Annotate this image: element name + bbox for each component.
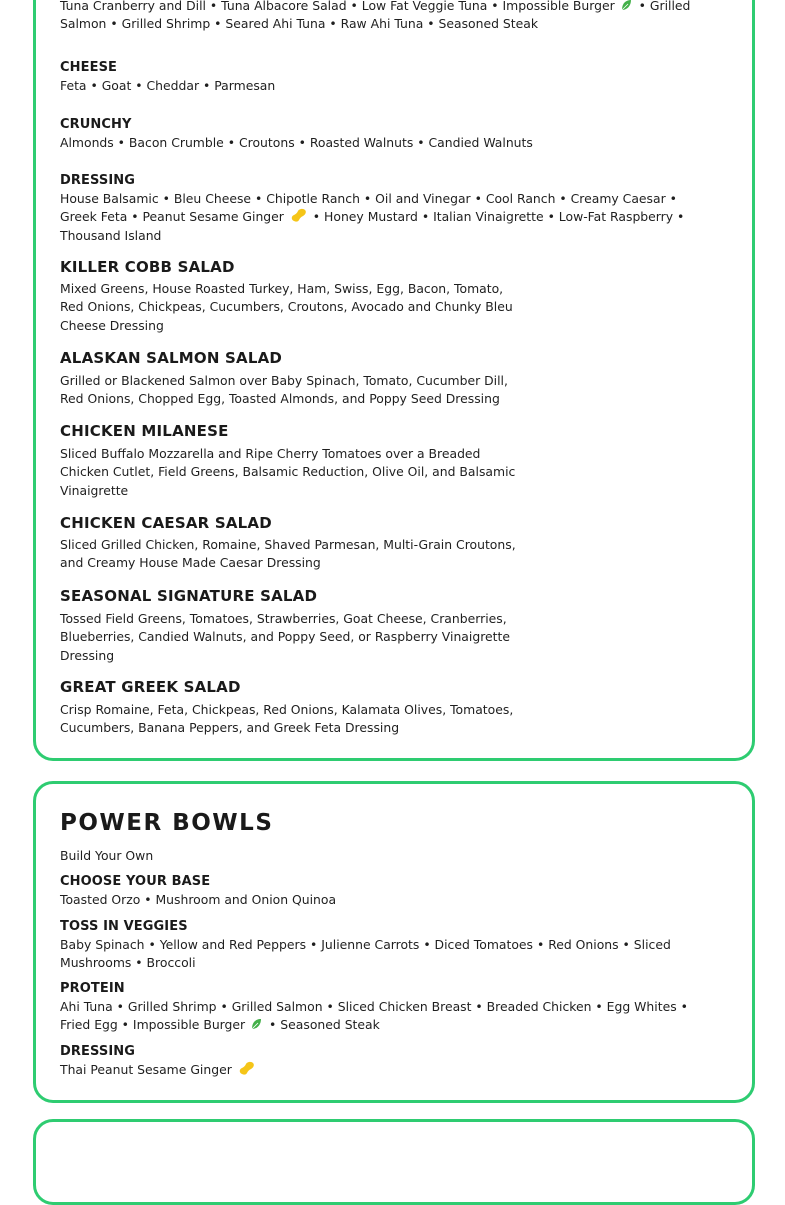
peanut-icon: [238, 1061, 255, 1076]
salad-protein-line2: Salmon • Grilled Shrimp • Seared Ahi Tuna • Raw Ahi Tuna • Seasoned Steak: [60, 16, 539, 32]
item-description: Crisp Romaine, Feta, Chickpeas, Red Onions, Kalamata Olives, Tomatoes, Cucumbers, Banana Peppers, and Greek Feta Dressing: [60, 702, 514, 736]
item-description: Sliced Grilled Chicken, Romaine, Shaved Parmesan, Multi-Grain Croutons, and Creamy House Made Caesar Dressing: [60, 537, 516, 571]
salad-protein-line1-end: • Grilled: [638, 0, 691, 13]
veggies-label: TOSS IN VEGGIES: [60, 919, 188, 934]
menu-item: [60, 258, 528, 335]
crunchy-label: CRUNCHY: [60, 117, 132, 132]
menu-item: [60, 514, 528, 573]
item-name: SEASONAL SIGNATURE SALAD: [60, 587, 318, 605]
cheese-group: [60, 59, 275, 95]
leaf-icon: [250, 1018, 262, 1030]
dressing-options-part1: House Balsamic • Bleu Cheese • Chipotle Ranch • Oil and Vinegar • Cool Ranch • Creamy Caesar • Greek Feta • Peanut Sesame Ginger: [60, 191, 677, 225]
bowl-protein-part1: Ahi Tuna • Grilled Shrimp • Grilled Salmon • Sliced Chicken Breast • Breaded Chicken • Egg Whites • Fried Egg • Impossible Burger: [60, 999, 688, 1033]
menu-item: [60, 678, 528, 738]
item-description: Mixed Greens, House Roasted Turkey, Ham, Swiss, Egg, Bacon, Tomato, Red Onions, Chickpeas, Cucumbers, Croutons, Avocado and Chunky Bleu Cheese Dressing: [60, 281, 513, 333]
dressing-options-part2: • Honey Mustard • Italian Vinaigrette • Low-Fat Raspberry • Thousand Island: [60, 209, 685, 243]
base-group: [60, 873, 336, 909]
salad-protein-options: [60, 0, 732, 34]
item-description: Sliced Buffalo Mozzarella and Ripe Cherry Tomatoes over a Breaded Chicken Cutlet, Field Greens, Balsamic Reduction, Olive Oil, and Balsamic Vinaigrette: [60, 446, 516, 498]
item-name: CHICKEN CAESAR SALAD: [60, 514, 272, 532]
veggies-group: [60, 918, 710, 973]
dressing-group: [60, 172, 710, 245]
base-options: Toasted Orzo • Mushroom and Onion Quinoa: [60, 892, 337, 907]
bowl-dressing-group: [60, 1043, 257, 1079]
bowl-protein-part2: • Seasoned Steak: [269, 1017, 380, 1033]
section-subtitle: Build Your Own: [60, 848, 154, 863]
item-name: KILLER COBB SALAD: [60, 258, 235, 276]
power-bowls-card: [33, 781, 755, 1103]
veggies-options: Baby Spinach • Yellow and Red Peppers • Julienne Carrots • Diced Tomatoes • Red Onions • Sliced Mushrooms • Broccoli: [60, 937, 671, 971]
item-name: CHICKEN MILANESE: [60, 422, 229, 440]
menu-item: [60, 349, 528, 409]
bowl-dressing-options: [60, 1061, 257, 1079]
crunchy-options: Almonds • Bacon Crumble • Croutons • Roasted Walnuts • Candied Walnuts: [60, 135, 533, 150]
cheese-options: Feta • Goat • Cheddar • Parmesan: [60, 78, 276, 93]
item-description: Tossed Field Greens, Tomatoes, Strawberries, Goat Cheese, Cranberries, Blueberries, Candied Walnuts, and Poppy Seed, or Raspberry Vinaigrette Dressing: [60, 611, 510, 663]
peanut-icon: [290, 208, 307, 223]
bowl-dressing-text: Thai Peanut Sesame Ginger: [60, 1062, 232, 1077]
dressing-label: DRESSING: [60, 173, 136, 188]
base-label: CHOOSE YOUR BASE: [60, 874, 211, 889]
bowl-protein-group: [60, 980, 710, 1035]
leaf-icon: [620, 0, 632, 11]
crunchy-group: [60, 116, 533, 152]
item-name: GREAT GREEK SALAD: [60, 678, 241, 696]
menu-item: [60, 422, 528, 500]
section-title: POWER BOWLS: [60, 810, 274, 836]
salad-protein-line1: Tuna Cranberry and Dill • Tuna Albacore Salad • Low Fat Veggie Tuna • Impossible Burger: [60, 0, 615, 13]
cheese-label: CHEESE: [60, 60, 118, 75]
salads-card: [33, 0, 755, 761]
bowl-protein-options: [60, 998, 710, 1035]
bowl-dressing-label: DRESSING: [60, 1044, 136, 1059]
item-description: Grilled or Blackened Salmon over Baby Spinach, Tomato, Cucumber Dill, Red Onions, Chopped Egg, Toasted Almonds, and Poppy Seed Dressing: [60, 373, 508, 407]
item-name: ALASKAN SALMON SALAD: [60, 349, 283, 367]
bowl-protein-label: PROTEIN: [60, 981, 125, 996]
menu-item: [60, 587, 528, 665]
dressing-options: [60, 190, 710, 245]
